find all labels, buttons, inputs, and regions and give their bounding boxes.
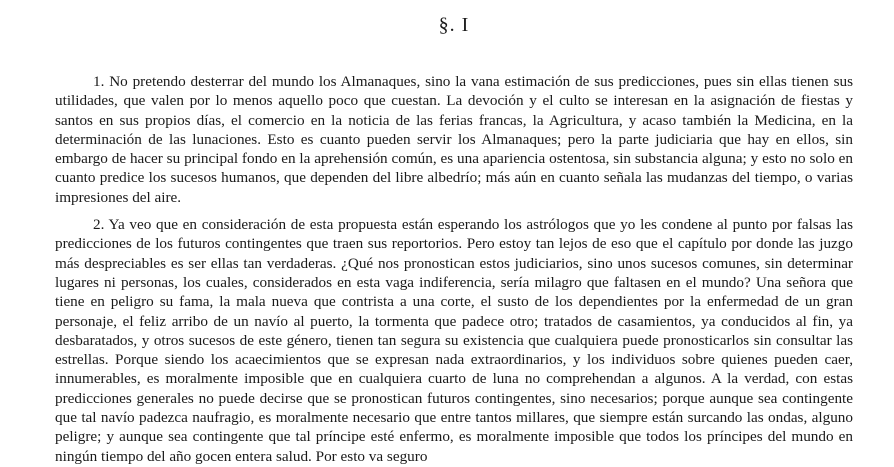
paragraph-2: 2. Ya veo que en consideración de esta propuesta están esperando los astrólogos que yo les condene al punto por falsas las predicciones de los futuros contingentes que traen sus reportorios. Pero estoy tan lejos de eso que el capítulo por donde las juzgo más despreciables es ser ellas tan verdaderas. ¿Qué nos pronostican estos judiciarios, sino unos sucesos comunes, sin determinar lugares ni personas, los cuales, considerados en esta vaga indiferencia, sería milagro que faltasen en el mundo? Una señora que tiene en peligro su fama, la mala nueva que contrista a una corte, el susto de los dependientes por la enfermedad de un gran personaje, el feliz arribo de un navío al puerto, la tormenta que padece otro; tratados de casamientos, ya conducidos al fin, ya desbaratados, y otros sucesos de este género, tienen tan segura su existencia que cualquiera puede pronosticarlos sin consultar las estrellas. Porque siendo los acaecimientos que se expresan nada extraordinarios, y los individuos sobre quienes pueden caer, innumerables, es moralmente imposible que en cualquiera cuarto de luna no comprehendan a algunos. A la verdad, con estas predicciones generales no puede decirse que se pronostican futuros contingentes, sino necesarios; porque aunque sea contingente que tal navío padezca naufragio, es moralmente necesario que entre tantos millares, que siempre están surcando las ondas, alguno peligre; y aunque sea contingente que tal príncipe esté enfermo, es moralmente imposible que todos los príncipes del mundo en ningún tiempo del año gocen entera salud. Por esto va seguro xyxy=(55,216,853,465)
paragraph-1: 1. No pretendo desterrar del mundo los Almanaques, sino la vana estimación de sus predicciones, pues sin ellas tienen sus utilidades, que valen por lo menos aquello poco que cuestan. La devoción y el culto se interesan en la asignación de fiestas y santos en sus propios días, el comercio en la noticia de las ferias francas, la Agricultura, y acaso también la Medicina, en la determinación de las lunaciones. Esto es cuanto pueden servir los Almanaques; pero la parte judiciaria que hay en ellos, sin embargo de hacer su principal fondo en la aprehensión común, es una apariencia ostentosa, sin substancia alguna; y esto no solo en cuanto predice los sucesos humanos, que dependen del libre albedrío; más aún en cuanto señala las mudanzas del tiempo, o varias impresiones del aire. xyxy=(55,73,853,206)
document-page xyxy=(55,0,853,466)
section-heading: §. I xyxy=(438,14,470,36)
